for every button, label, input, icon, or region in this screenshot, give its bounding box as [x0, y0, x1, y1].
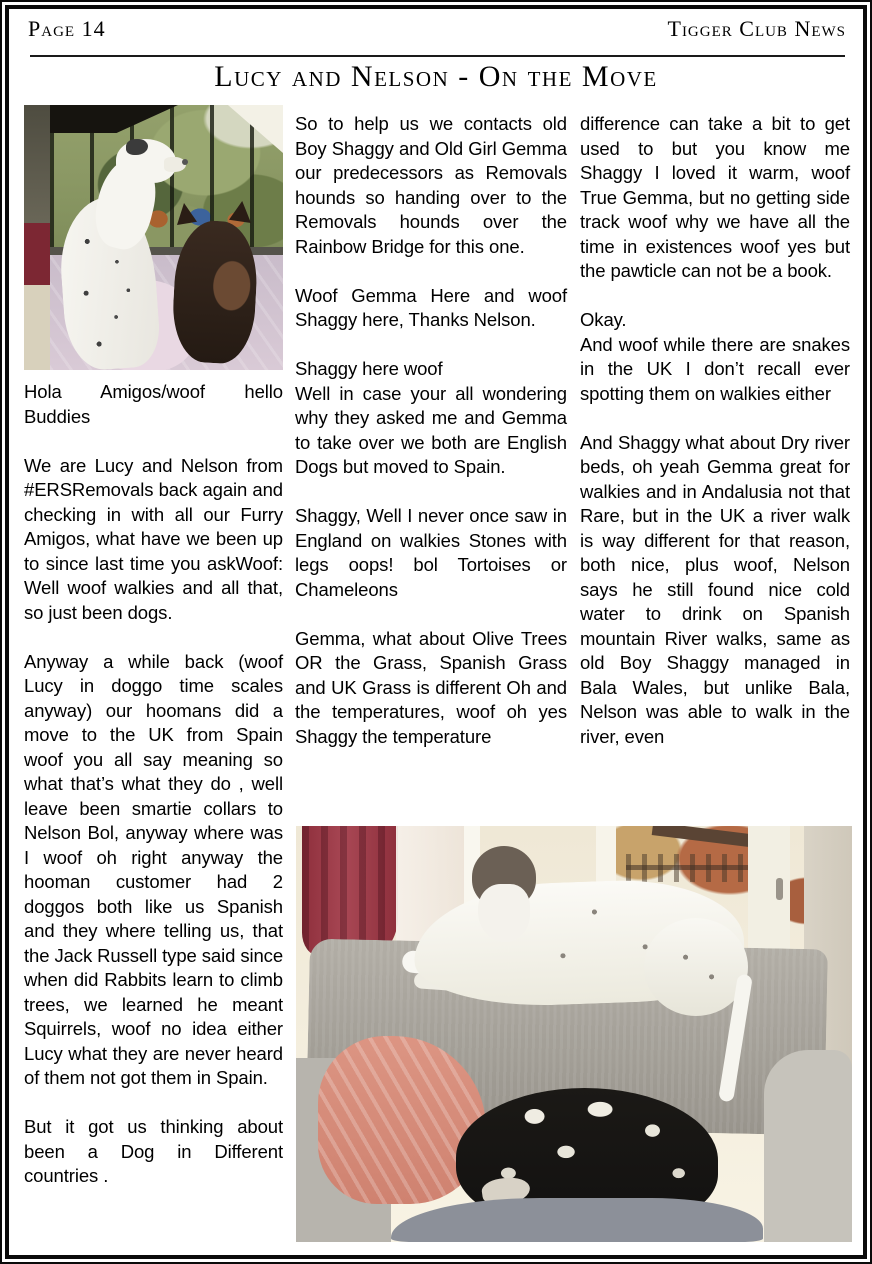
red-curtain: [302, 826, 398, 956]
paragraph: And Shaggy what about Dry river beds, oh yeah Gemma great for walkies and in Andalusia not that Rare, but in the UK a river walk is way different for that reason, both nice, plus woof, Nelson says he still found nice cold water to drink on Spanish mountain River walks, same as old Boy Shaggy managed in Bala Wales, but unlike Bala, Nelson was able to walk in the river, even: [580, 431, 850, 747]
paragraph: Anyway a while back (woof Lucy in doggo time scales anyway) our hoomans did a move to the UK from Spain woof you all say meaning so what that’s what they do , well leave been smartie collars to Nelson Bol, anyway where was I woof oh right anyway the hooman customer had 2 doggos both like us Spanish and they where telling us, that the Jack Russell type said since when did Rabbits learn to climb trees, we learned he meant Squirrels, woof no idea either Lucy what they are never heard of them not got them in Spain.: [24, 650, 284, 1088]
paragraph: And woof while there are snakes in the UK I don’t recall ever spotting them on walkies either: [580, 333, 850, 404]
sofa-arm-right: [764, 1050, 852, 1242]
paragraph: So to help us we contacts old Boy Shaggy and Old Girl Gemma our predecessors as Removals hounds so handing over to the Removals hounds over the Rainbow Bridge for this one.: [295, 113, 567, 257]
column-2: [295, 112, 567, 774]
paragraph: Hola Amigos/woof hello Buddies: [24, 381, 283, 427]
paragraph: difference can take a bit to get used to but you know me Shaggy I loved it warm, woof True Gemma, but no getting side track woof why we have all the time in existences woof yes but the pawticle can not be a book.: [580, 113, 850, 281]
paragraph: Gemma, what about Olive Trees OR the Grass, Spanish Grass and UK Grass is different Oh and the temperatures, woof oh yes Shaggy the temperature: [295, 627, 567, 747]
cream-wall-band: [24, 285, 50, 370]
paragraph: We are Lucy and Nelson from #ERSRemovals back again and checking in with all our Furry Amigos, what have we been up to since last time you askWoof: Well woof walkies and all that, so just been dogs.: [24, 454, 283, 623]
paragraph: But it got us thinking about been a Dog in Different countries .: [24, 1116, 283, 1186]
article-title: Lucy and Nelson - On the Move: [214, 60, 658, 93]
page-number: Page 14: [28, 16, 106, 41]
paragraph: Okay.: [580, 309, 627, 330]
red-wall-band: [24, 223, 50, 285]
white-dog-hip: [644, 918, 748, 1016]
photo-dogs-on-sofa: [296, 826, 852, 1242]
paragraph: Woof Gemma Here and woof Shaggy here, Thanks Nelson.: [295, 284, 567, 330]
page-header: [28, 16, 846, 42]
column-3: [580, 112, 850, 774]
paragraph: Well in case your all wondering why they asked me and Gemma to take over we both are English Dogs but moved to Spain.: [295, 382, 567, 477]
door-handle: [776, 878, 783, 900]
wall-strip: [24, 105, 50, 227]
photo-dogs-at-window: [24, 105, 283, 370]
paragraph: Shaggy here woof: [295, 358, 443, 379]
white-dog-nose: [182, 159, 188, 165]
header-rule: [30, 55, 845, 57]
column-1: [24, 105, 283, 1213]
white-dog-face: [478, 884, 530, 942]
masthead: Tigger Club News: [667, 16, 846, 41]
paragraph: Shaggy, Well I never once saw in England on walkies Stones with legs oops! bol Tortoises or Chameleons: [295, 505, 567, 600]
